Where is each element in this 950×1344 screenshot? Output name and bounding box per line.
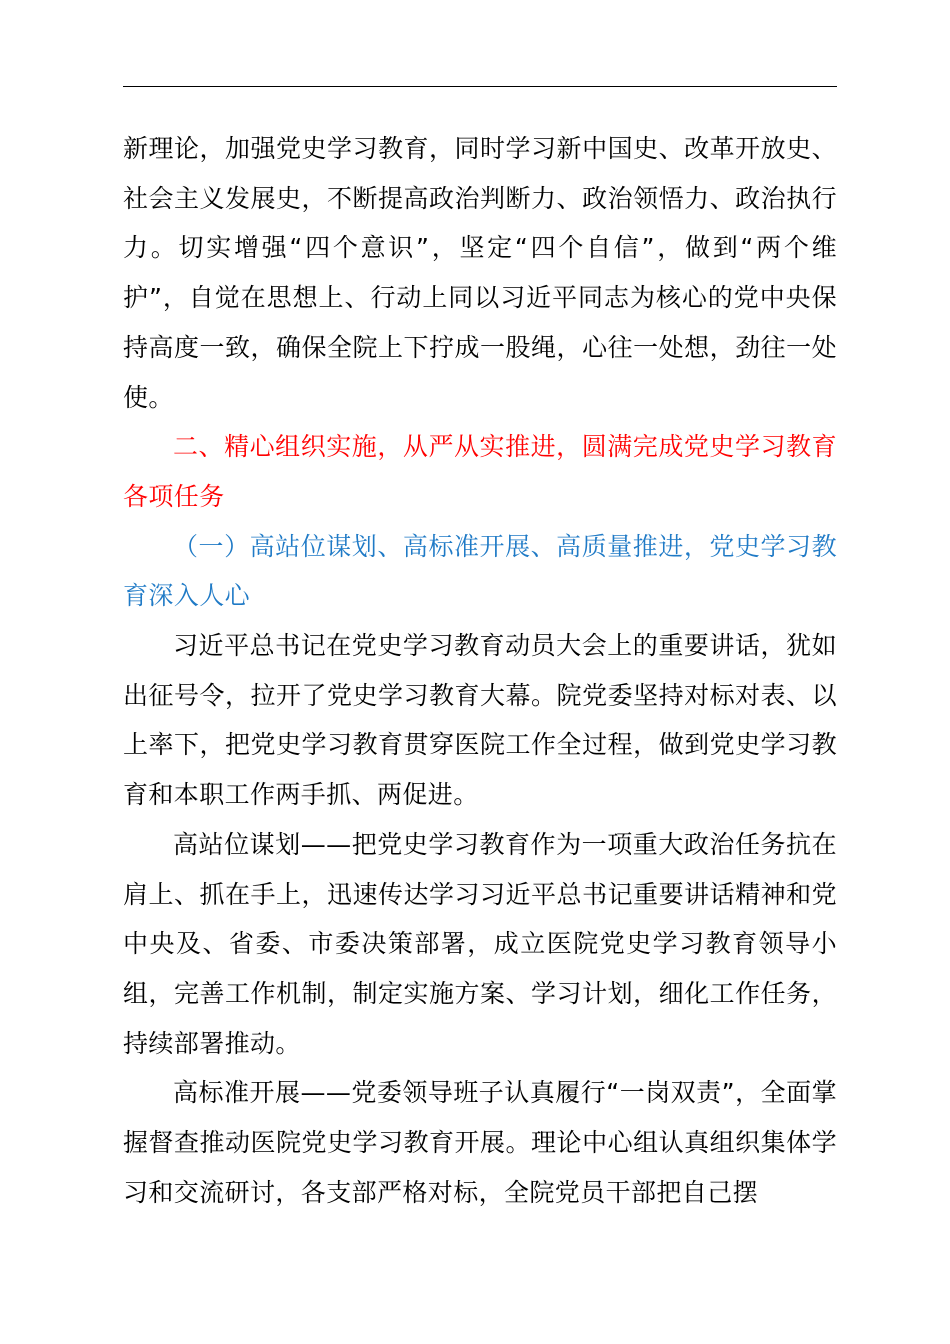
document-body xyxy=(123,124,837,1217)
section-heading-2: 二、精心组织实施，从严从实推进，圆满完成党史学习教育各项任务 xyxy=(123,432,837,511)
header-rule xyxy=(123,86,837,87)
paragraph-high-position-planning: 高站位谋划——把党史学习教育作为一项重大政治任务抗在肩上、抓在手上，迅速传达学习习近平总书记重要讲话精神和党中央及、省委、市委决策部署，成立医院党史学习教育领导小组，完善工作机制，制定实施方案、学习计划，细化工作任务，持续部署推动。 xyxy=(123,829,837,1058)
subsection-heading-1: （一）高站位谋划、高标准开展、高质量推进，党史学习教育深入人心 xyxy=(123,531,837,611)
paragraph-speech-mobilization: 习近平总书记在党史学习教育动员大会上的重要讲话，犹如出征号令，拉开了党史学习教育大幕。院党委坚持对标对表、以上率下，把党史学习教育贯穿医院工作全过程，做到党史学习教育和本职工作两手抓、两促进。 xyxy=(123,631,837,810)
paragraph-high-standard-implementation: 高标准开展——党委领导班子认真履行“一岗双责”，全面掌握督查推动医院党史学习教育开展。理论中心组认真组织集体学习和交流研讨，各支部严格对标，全院党员干部把自己摆 xyxy=(123,1078,837,1207)
paragraph-continuation: 新理论，加强党史学习教育，同时学习新中国史、改革开放史、社会主义发展史，不断提高政治判断力、政治领悟力、政治执行力。切实增强“四个意识”，坚定“四个自信”，做到“两个维护”，自觉在思想上、行动上同以习近平同志为核心的党中央保持高度一致，确保全院上下拧成一股绳，心往一处想，劲往一处使。 xyxy=(123,134,837,412)
